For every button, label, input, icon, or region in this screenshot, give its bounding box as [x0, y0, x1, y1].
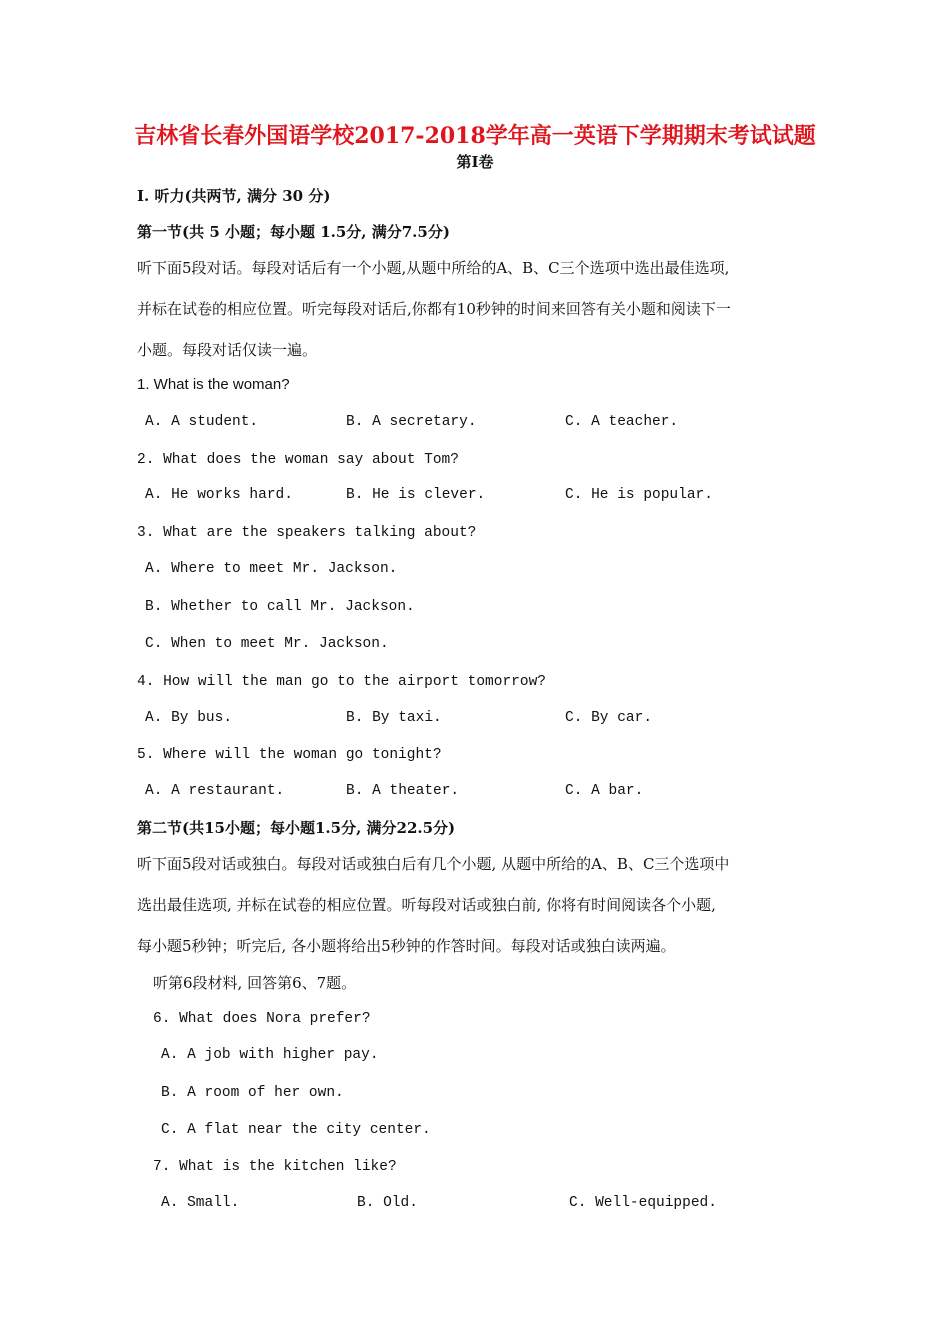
question-5-text: 5. Where will the woman go tonight? [137, 747, 442, 763]
part1-heading: I. 听力(共两节, 满分 30 分) [137, 187, 331, 205]
question-2-text: 2. What does the woman say about Tom? [137, 452, 459, 468]
section1-instruction-line: 并标在试卷的相应位置。听完每段对话后,你都有10秒钟的时间来回答有关小题和阅读下一 [137, 300, 731, 318]
question-7-option-c: C. Well-equipped. [569, 1195, 717, 1211]
question-1-option-b: B. A secretary. [346, 414, 477, 430]
section1-heading: 第一节(共 5 小题；每小题 1.5分, 满分7.5分) [137, 223, 450, 241]
section2-instruction-line: 选出最佳选项, 并标在试卷的相应位置。听每段对话或独白前, 你将有时间阅读各个小题, [137, 896, 716, 914]
section2-heading: 第二节(共15小题；每小题1.5分, 满分22.5分) [137, 819, 456, 837]
question-6-option-c: C. A flat near the city center. [161, 1122, 431, 1138]
question-7-option-a: A. Small. [161, 1195, 240, 1211]
question-1-option-c: C. A teacher. [565, 414, 679, 430]
document-title: 吉林省长春外国语学校2017-2018学年高一英语下学期期末考试试题 [134, 123, 816, 149]
section1-instruction-line: 小题。每段对话仅读一遍。 [137, 341, 318, 359]
question-2-option-b: B. He is clever. [346, 487, 486, 503]
question-1-option-a: A. A student. [145, 414, 259, 430]
question-3-option-b: B. Whether to call Mr. Jackson. [145, 599, 415, 615]
question-3-text: 3. What are the speakers talking about? [137, 525, 477, 541]
question-5-option-c: C. A bar. [565, 783, 644, 799]
question-5-option-a: A. A restaurant. [145, 783, 285, 799]
question-3-option-a: A. Where to meet Mr. Jackson. [145, 561, 398, 577]
question-2-option-c: C. He is popular. [565, 487, 713, 503]
question-6-option-b: B. A room of her own. [161, 1085, 344, 1101]
volume-label: 第Ⅰ卷 [456, 153, 494, 171]
question-2-option-a: A. He works hard. [145, 487, 293, 503]
question-6-option-a: A. A job with higher pay. [161, 1047, 379, 1063]
question-3-option-c: C. When to meet Mr. Jackson. [145, 636, 389, 652]
question-4-option-c: C. By car. [565, 710, 653, 726]
question-7-option-b: B. Old. [357, 1195, 418, 1211]
question-4-text: 4. How will the man go to the airport tomorrow? [137, 674, 546, 690]
question-6-text: 6. What does Nora prefer? [153, 1011, 371, 1027]
question-5-option-b: B. A theater. [346, 783, 460, 799]
material-6-instruction: 听第6段材料, 回答第6、7题。 [153, 974, 357, 992]
section2-instruction-line: 每小题5秒钟；听完后, 各小题将给出5秒钟的作答时间。每段对话或独白读两遍。 [137, 937, 676, 955]
section2-instruction-line: 听下面5段对话或独白。每段对话或独白后有几个小题, 从题中所给的A、B、C三个选项中 [137, 855, 730, 873]
question-4-option-a: A. By bus. [145, 710, 233, 726]
question-1-text: 1. What is the woman? [137, 376, 290, 393]
question-7-text: 7. What is the kitchen like? [153, 1159, 397, 1175]
section1-instruction-line: 听下面5段对话。每段对话后有一个小题,从题中所给的A、B、C三个选项中选出最佳选项, [137, 259, 730, 277]
question-4-option-b: B. By taxi. [346, 710, 442, 726]
